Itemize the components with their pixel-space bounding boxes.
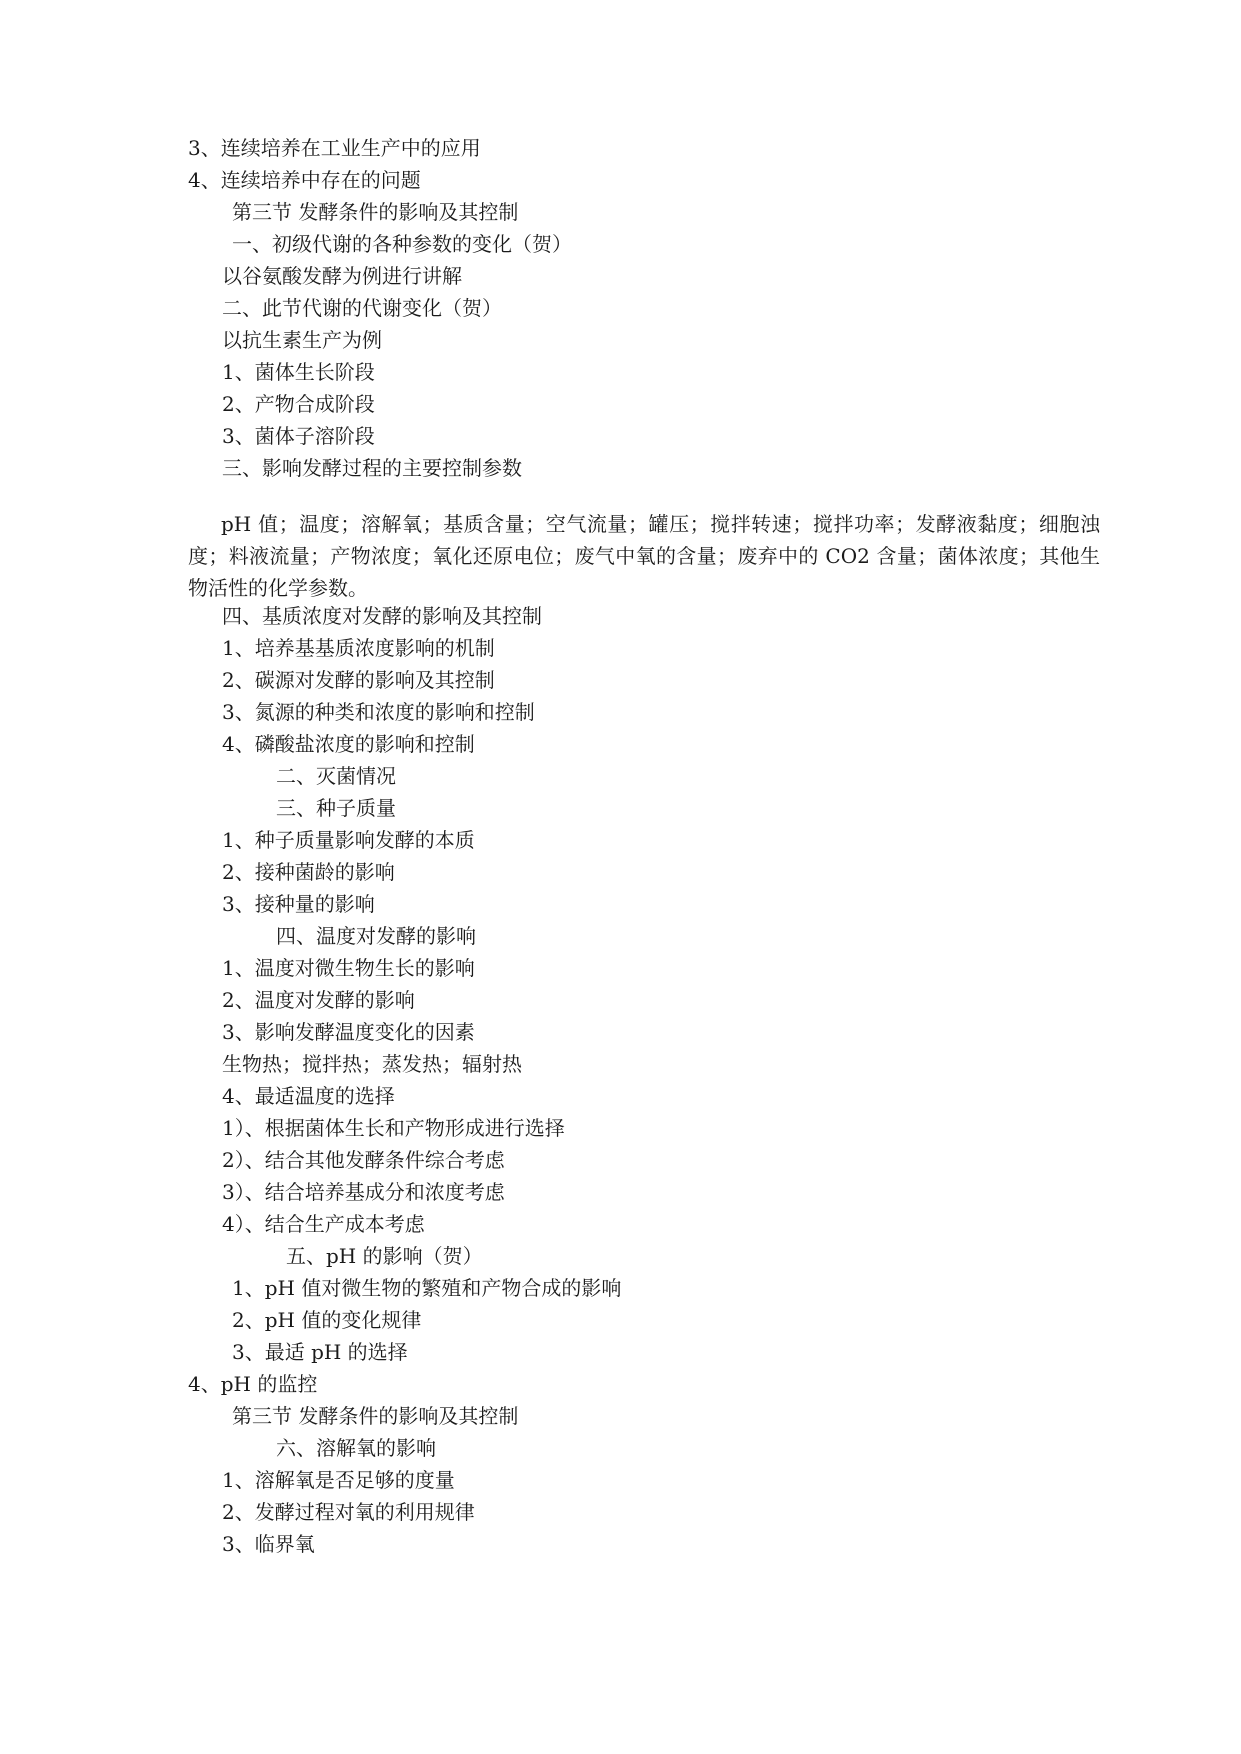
- list-item: 2、产物合成阶段: [222, 392, 375, 416]
- list-item: 3、氮源的种类和浓度的影响和控制: [222, 700, 535, 724]
- list-item: 1、培养基基质浓度影响的机制: [222, 636, 495, 660]
- list-item: 4、pH 的监控: [188, 1372, 318, 1396]
- list-item: 生物热；搅拌热；蒸发热；辐射热: [222, 1052, 522, 1076]
- subsection-heading: 一、初级代谢的各种参数的变化（贺）: [232, 232, 572, 256]
- subsection-heading: 二、灭菌情况: [276, 764, 396, 788]
- list-item: 以谷氨酸发酵为例进行讲解: [222, 264, 462, 288]
- list-item: 1、溶解氧是否足够的度量: [222, 1468, 455, 1492]
- list-item: 1）、根据菌体生长和产物形成进行选择: [222, 1116, 565, 1140]
- subsection-heading: 四、基质浓度对发酵的影响及其控制: [222, 604, 542, 628]
- list-item: 2、接种菌龄的影响: [222, 860, 395, 884]
- list-item: 2）、结合其他发酵条件综合考虑: [222, 1148, 505, 1172]
- list-item: 3、接种量的影响: [222, 892, 375, 916]
- section-heading: 第三节 发酵条件的影响及其控制: [232, 200, 519, 224]
- list-item: 1、pH 值对微生物的繁殖和产物合成的影响: [232, 1276, 622, 1300]
- list-item: 3、菌体子溶阶段: [222, 424, 375, 448]
- list-item: 1、菌体生长阶段: [222, 360, 375, 384]
- subsection-heading: 四、温度对发酵的影响: [276, 924, 476, 948]
- subsection-heading: 二、此节代谢的代谢变化（贺）: [222, 296, 502, 320]
- list-item: 1、温度对微生物生长的影响: [222, 956, 475, 980]
- list-item: 3、临界氧: [222, 1532, 315, 1556]
- list-item: 2、pH 值的变化规律: [232, 1308, 422, 1332]
- list-item: 4、磷酸盐浓度的影响和控制: [222, 732, 475, 756]
- list-item: 2、碳源对发酵的影响及其控制: [222, 668, 495, 692]
- list-item: 2、发酵过程对氧的利用规律: [222, 1500, 475, 1524]
- list-item: 3、影响发酵温度变化的因素: [222, 1020, 475, 1044]
- list-item: 以抗生素生产为例: [222, 328, 382, 352]
- list-item: 1、种子质量影响发酵的本质: [222, 828, 475, 852]
- list-item: 4）、结合生产成本考虑: [222, 1212, 425, 1236]
- list-item: 3）、结合培养基成分和浓度考虑: [222, 1180, 505, 1204]
- list-item: 4、最适温度的选择: [222, 1084, 395, 1108]
- section-heading: 第三节 发酵条件的影响及其控制: [232, 1404, 519, 1428]
- list-item: 3、连续培养在工业生产中的应用: [188, 136, 481, 160]
- list-item: 4、连续培养中存在的问题: [188, 168, 421, 192]
- parameters-paragraph: pH 值；温度；溶解氧；基质含量；空气流量；罐压；搅拌转速；搅拌功率；发酵液黏度；细胞浊度；料液流量；产物浓度；氧化还原电位；废气中氧的含量；废弃中的 CO2 含量；菌体浓度；其他生物活性的化学参数。: [188, 512, 1100, 600]
- subsection-heading: 三、种子质量: [276, 796, 396, 820]
- subsection-heading: 六、溶解氧的影响: [276, 1436, 436, 1460]
- subsection-heading: 五、pH 的影响（贺）: [286, 1244, 483, 1268]
- list-item: 2、温度对发酵的影响: [222, 988, 415, 1012]
- subsection-heading: 三、影响发酵过程的主要控制参数: [222, 456, 522, 480]
- list-item: 3、最适 pH 的选择: [232, 1340, 408, 1364]
